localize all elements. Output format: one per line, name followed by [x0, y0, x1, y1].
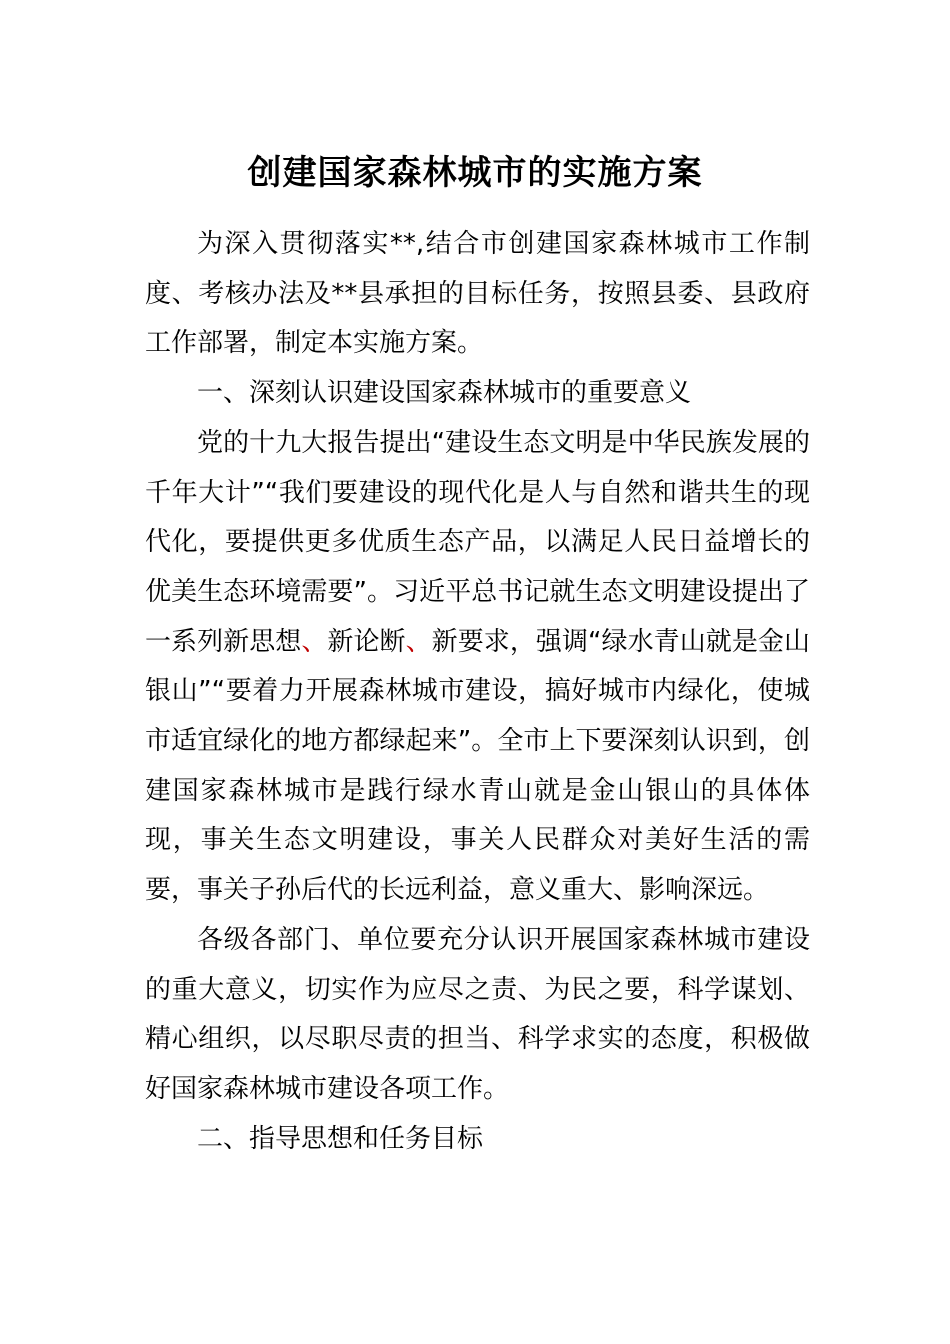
document-body	[145, 220, 810, 1164]
intro-paragraph: 为深入贯彻落实**,结合市创建国家森林城市工作制度、考核办法及**县承担的目标任务，按照县委、县政府工作部署，制定本实施方案。	[145, 229, 810, 359]
section-2-heading: 二、指导思想和任务目标	[197, 1123, 484, 1154]
red-enumeration-comma: 、	[301, 626, 328, 657]
red-enumeration-comma: 、	[405, 626, 432, 657]
document-title: 创建国家森林城市的实施方案	[247, 153, 703, 193]
section-1-paragraph-1-part-a: 党的十九大报告提出“建设生态文明是中华民族发展的千年大计”“我们要建设的现代化是人与自然和谐共生的现代化，要提供更多优质生态产品，以满足人民日益增长的优美生态环境需要”。习近平总书记就生态文明建设提出了一系列新思想	[145, 427, 810, 657]
section-1-heading: 一、深刻认识建设国家森林城市的重要意义	[197, 378, 692, 409]
section-1-paragraph-1-part-b: 新论断	[327, 626, 406, 657]
section-1-paragraph-1-part-c: 新要求，强调“绿水青山就是金山银山”“要着力开展森林城市建设，搞好城市内绿化，使城市适宜绿化的地方都绿起来”。全市上下要深刻认识到，创建国家森林城市是践行绿水青山就是金山银山的具体体现，事关生态文明建设，事关人民群众对美好生活的需要，事关子孙后代的长远利益，意义重大、影响深远。	[145, 626, 810, 906]
section-1-paragraph-1	[145, 419, 810, 916]
section-1-paragraph-2: 各级各部门、单位要充分认识开展国家森林城市建设的重大意义，切实作为应尽之责、为民之要，科学谋划、精心组织，以尽职尽责的担当、科学求实的态度，积极做好国家森林城市建设各项工作。	[145, 924, 810, 1104]
